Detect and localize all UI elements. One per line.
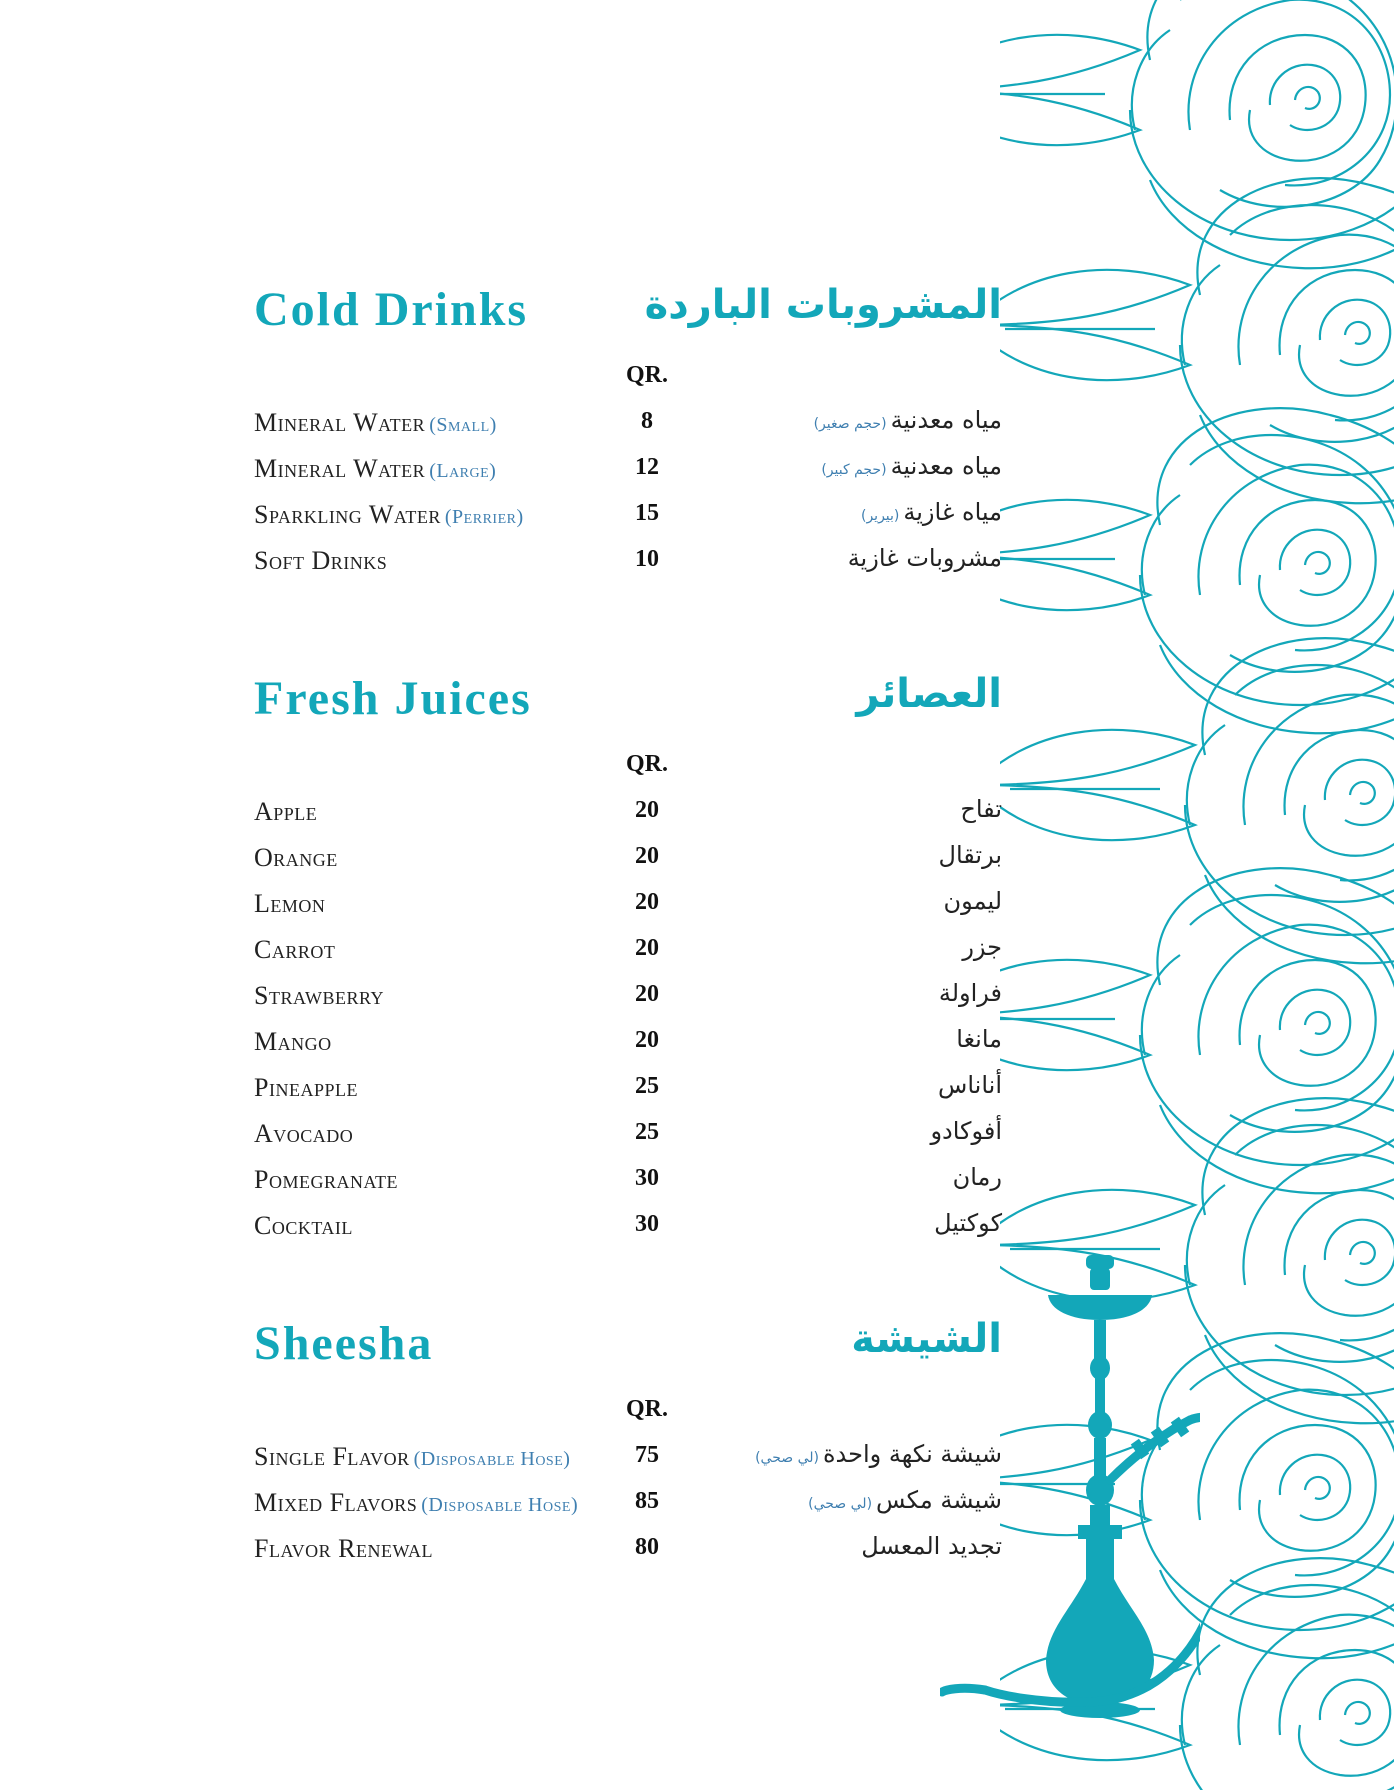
- item-list: [254, 402, 1002, 586]
- menu-item: [254, 1205, 1002, 1251]
- item-note-ar: (حجم صغير): [813, 416, 887, 432]
- item-note-en: (Small): [429, 414, 497, 436]
- item-label-ar: مياه معدنية: [890, 452, 1002, 480]
- item-name-ar: [821, 452, 1002, 480]
- section-header: [254, 671, 1002, 741]
- item-name-en: [254, 408, 497, 438]
- item-name-en: Carrot: [254, 935, 336, 964]
- item-price: 30: [635, 1211, 659, 1237]
- item-name-en: Apple: [254, 797, 318, 826]
- menu-item: [254, 494, 1002, 540]
- item-name-ar: [814, 406, 1002, 434]
- item-label-ar: شيشة نكهة واحدة: [822, 1440, 1002, 1468]
- menu-item: [254, 1159, 1002, 1205]
- item-note-en: (Perrier): [444, 506, 524, 528]
- item-label-en: Sparkling Water: [254, 500, 441, 529]
- item-price: 15: [635, 500, 659, 526]
- item-name-en: Orange: [254, 843, 338, 872]
- item-note-ar: (بيرير): [860, 508, 900, 524]
- item-note-ar: (لي صحي): [755, 1450, 819, 1466]
- item-name-en: Avocado: [254, 1119, 354, 1148]
- section-title-ar: الشيشة: [851, 1316, 1002, 1362]
- item-name-ar: ليمون: [943, 887, 1002, 915]
- item-label-ar: تجديد المعسل: [861, 1532, 1002, 1560]
- menu-item: [254, 1528, 1002, 1574]
- item-note-en: (Disposable Hose): [413, 1448, 571, 1470]
- menu-item: [254, 1021, 1002, 1067]
- item-name-ar: كوكتيل: [934, 1209, 1002, 1237]
- item-label-ar: شيشة مكس: [876, 1486, 1002, 1514]
- menu-item: [254, 448, 1002, 494]
- item-price: 20: [635, 889, 659, 915]
- menu-item: [254, 540, 1002, 586]
- menu-item: [254, 837, 1002, 883]
- item-price: 75: [635, 1442, 659, 1468]
- section-title-ar: المشروبات الباردة: [644, 282, 1002, 328]
- item-name-ar: فراولة: [938, 979, 1002, 1007]
- item-name-ar: أفوكادو: [930, 1117, 1002, 1145]
- item-name-en: [254, 1488, 578, 1518]
- section-title-en: Cold Drinks: [254, 283, 529, 336]
- item-price: 10: [635, 546, 659, 572]
- section-title-en: Sheesha: [254, 1317, 434, 1370]
- item-label-ar: مياه معدنية: [890, 406, 1002, 434]
- item-name-en: Pomegranate: [254, 1165, 398, 1194]
- item-price: 30: [635, 1165, 659, 1191]
- menu-item: [254, 1436, 1002, 1482]
- section-title-ar: العصائر: [856, 671, 1002, 717]
- currency-header: QR.: [626, 362, 668, 388]
- item-name-en: [254, 1442, 570, 1472]
- item-price: 20: [635, 843, 659, 869]
- item-label-ar: مياه غازية: [903, 498, 1002, 526]
- item-label-en: Mineral Water: [254, 408, 426, 437]
- hookah-icon: [940, 1250, 1200, 1720]
- item-price: 80: [635, 1534, 659, 1560]
- item-name-en: [254, 546, 391, 576]
- item-price: 85: [635, 1488, 659, 1514]
- item-price: 8: [641, 408, 653, 434]
- item-price: 20: [635, 1027, 659, 1053]
- menu-item: [254, 791, 1002, 837]
- item-label-ar: مشروبات غازية: [847, 544, 1002, 572]
- section-title-en: Fresh Juices: [254, 672, 532, 725]
- item-name-en: [254, 500, 524, 530]
- item-label-en: Mixed Flavors: [254, 1488, 418, 1517]
- item-name-en: Strawberry: [254, 981, 385, 1010]
- item-list: [254, 791, 1002, 1251]
- item-price: 12: [635, 454, 659, 480]
- item-label-en: Single Flavor: [254, 1442, 410, 1471]
- item-list: [254, 1436, 1002, 1574]
- menu-item: [254, 1067, 1002, 1113]
- section-header: [254, 1316, 1002, 1386]
- item-label-en: Flavor Renewal: [254, 1534, 433, 1563]
- item-name-ar: جزر: [962, 933, 1002, 961]
- item-price: 25: [635, 1119, 659, 1145]
- item-name-en: Lemon: [254, 889, 326, 918]
- item-note-en: (Large): [429, 460, 497, 482]
- item-name-en: [254, 1534, 437, 1564]
- cold-drinks-section: [254, 282, 1002, 575]
- sheesha-section: [254, 1316, 1002, 1563]
- fresh-juices-section: [254, 671, 1002, 1240]
- item-name-ar: برتقال: [938, 841, 1002, 869]
- item-price: 20: [635, 981, 659, 1007]
- menu-item: [254, 402, 1002, 448]
- item-name-ar: [861, 498, 1002, 526]
- section-header: [254, 282, 1002, 352]
- item-price: 20: [635, 935, 659, 961]
- currency-header: QR.: [626, 751, 668, 777]
- menu-item: [254, 883, 1002, 929]
- item-name-en: Mango: [254, 1027, 332, 1056]
- item-note-ar: (حجم كبير): [821, 462, 887, 478]
- currency-header: QR.: [626, 1396, 668, 1422]
- item-name-ar: [844, 544, 1002, 572]
- item-label-en: Soft Drinks: [254, 546, 388, 575]
- menu-item: [254, 1482, 1002, 1528]
- item-label-en: Mineral Water: [254, 454, 426, 483]
- item-note-en: (Disposable Hose): [421, 1494, 579, 1516]
- item-note-ar: (لي صحي): [808, 1496, 873, 1512]
- item-name-en: Cocktail: [254, 1211, 353, 1240]
- menu-item: [254, 975, 1002, 1021]
- item-name-en: [254, 454, 496, 484]
- menu-item: [254, 929, 1002, 975]
- item-name-ar: أناناس: [938, 1071, 1002, 1099]
- item-name-ar: مانغا: [956, 1025, 1002, 1053]
- item-name-ar: تفاح: [960, 795, 1002, 823]
- item-price: 20: [635, 797, 659, 823]
- item-price: 25: [635, 1073, 659, 1099]
- menu-item: [254, 1113, 1002, 1159]
- item-name-ar: رمان: [952, 1163, 1002, 1191]
- item-name-en: Pineapple: [254, 1073, 358, 1102]
